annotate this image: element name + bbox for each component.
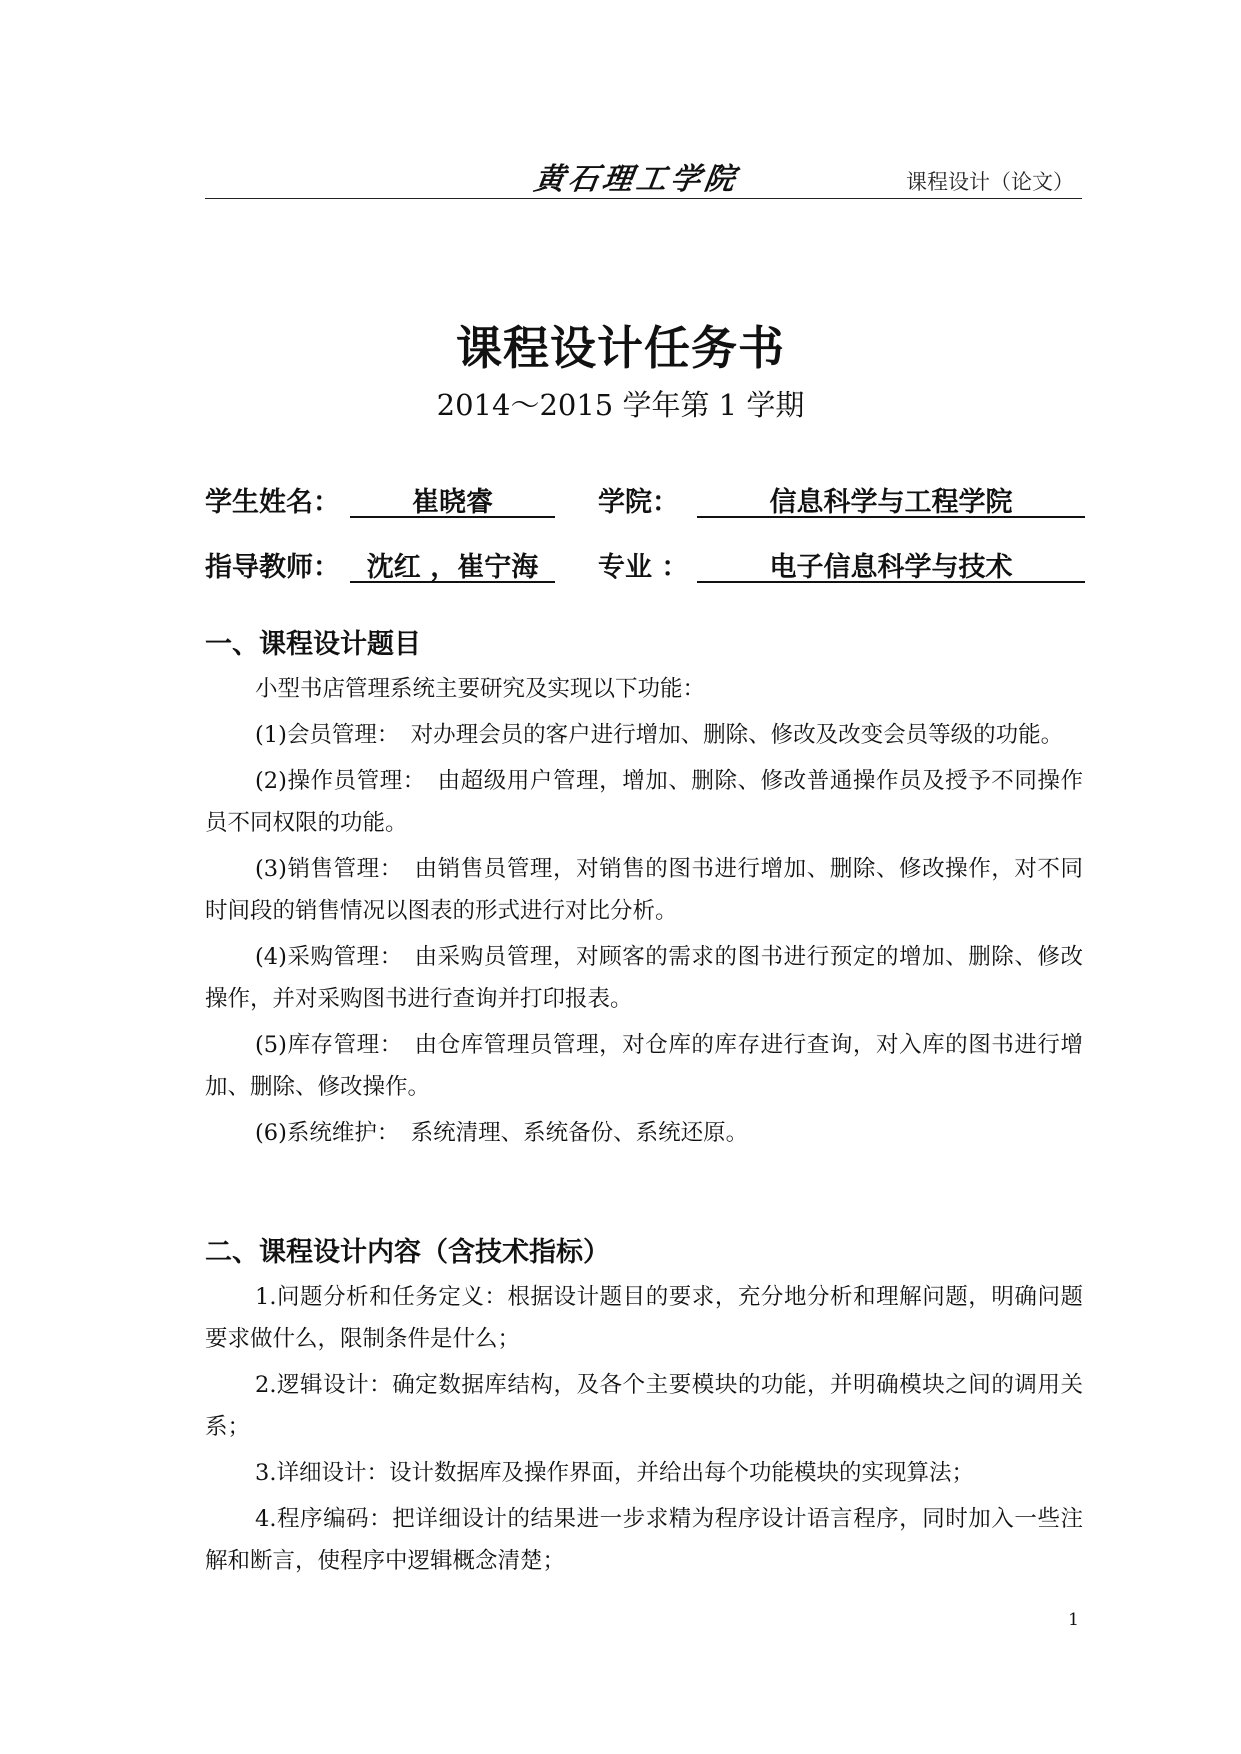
section1-item: (4)采购管理： 由采购员管理，对顾客的需求的图书进行预定的增加、删除、修改操作，并对采购图书进行查询并打印报表。 bbox=[205, 944, 1083, 1012]
section2-item: 1.问题分析和任务定义：根据设计题目的要求，充分地分析和理解问题，明确问题要求做什么，限制条件是什么； bbox=[205, 1284, 1083, 1352]
info-row-student bbox=[205, 480, 1085, 520]
section1-item: (6)系统维护： 系统清理、系统备份、系统还原。 bbox=[255, 1120, 749, 1146]
document-type: 课程设计（论文） bbox=[906, 170, 1074, 194]
section1-body bbox=[205, 668, 1083, 1154]
advisor-label: 指导教师： bbox=[205, 552, 340, 583]
college-label: 学院： bbox=[598, 487, 679, 518]
student-name-label: 学生姓名： bbox=[205, 487, 340, 518]
section1-title: 一、课程设计题目 bbox=[205, 629, 421, 660]
section2-item: 2.逻辑设计：确定数据库结构，及各个主要模块的功能，并明确模块之间的调用关系； bbox=[205, 1372, 1083, 1440]
section1-item: (3)销售管理： 由销售员管理，对销售的图书进行增加、删除、修改操作，对不同时间段的销售情况以图表的形式进行对比分析。 bbox=[205, 856, 1083, 924]
section2-title: 二、课程设计内容（含技术指标） bbox=[205, 1237, 610, 1268]
page-header bbox=[205, 150, 1082, 199]
section1-item: (1)会员管理： 对办理会员的客户进行增加、删除、修改及改变会员等级的功能。 bbox=[255, 722, 1064, 748]
major-value: 电子信息科学与技术 bbox=[697, 545, 1085, 583]
section1-item: (2)操作员管理： 由超级用户管理，增加、删除、修改普通操作员及授予不同操作员不同权限的功能。 bbox=[205, 768, 1083, 836]
page-number: 1 bbox=[1068, 1610, 1079, 1630]
student-name-value: 崔晓睿 bbox=[350, 480, 555, 518]
advisor-value: 沈红 ，崔宁海 bbox=[350, 545, 555, 583]
school-logo: 黄石理工学院 bbox=[532, 162, 741, 197]
section1-intro: 小型书店管理系统主要研究及实现以下功能： bbox=[255, 676, 706, 702]
major-label: 专业 ： bbox=[598, 552, 689, 583]
section2-item: 3.详细设计：设计数据库及操作界面，并给出每个功能模块的实现算法； bbox=[255, 1460, 974, 1486]
info-row-advisor bbox=[205, 545, 1085, 585]
page-title: 课程设计任务书 bbox=[456, 321, 785, 375]
section2-body bbox=[205, 1276, 1083, 1582]
semester-line: 2014～2015 学年第 1 学期 bbox=[436, 388, 805, 422]
college-value: 信息科学与工程学院 bbox=[697, 480, 1085, 518]
section1-item: (5)库存管理： 由仓库管理员管理，对仓库的库存进行查询，对入库的图书进行增加、删除、修改操作。 bbox=[205, 1032, 1083, 1100]
section2-item: 4.程序编码：把详细设计的结果进一步求精为程序设计语言程序，同时加入一些注解和断言，使程序中逻辑概念清楚； bbox=[205, 1506, 1083, 1574]
